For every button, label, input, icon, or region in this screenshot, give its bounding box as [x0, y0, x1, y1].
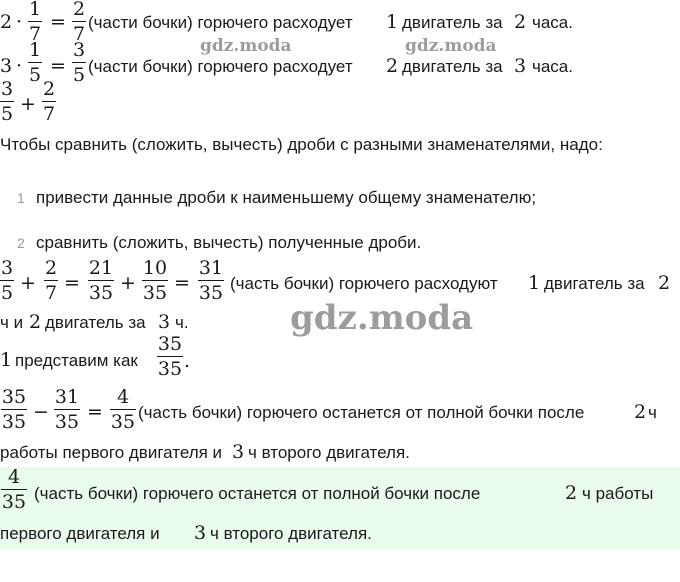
math-number: 2 — [386, 55, 399, 77]
math-number: 3 — [194, 522, 207, 544]
text: (часть бочки) горючего останется от полной бочки после — [138, 403, 585, 422]
text: часа. — [532, 13, 573, 32]
text: ч — [648, 403, 657, 422]
denominator: 35 — [157, 358, 183, 380]
numerator: 21 — [88, 257, 114, 279]
math-number: 2 — [658, 272, 671, 294]
text: ч работы — [582, 484, 654, 503]
answer-box — [0, 467, 680, 550]
fraction — [0, 80, 14, 124]
text: часа. — [532, 57, 573, 76]
math-number: 1 — [0, 349, 13, 371]
fraction — [88, 259, 114, 303]
fraction — [72, 41, 86, 85]
text: двигатель за — [402, 57, 503, 76]
numerator: 3 — [0, 257, 14, 279]
denominator: 35 — [88, 282, 114, 304]
text: (часть бочки) горючего расходуют — [230, 274, 498, 293]
math-operator: + — [20, 272, 36, 294]
text: двигатель за — [402, 13, 503, 32]
text: ч второго двигателя. — [210, 524, 372, 543]
text: двигатель за — [544, 274, 645, 293]
math-operator: . — [184, 350, 191, 372]
numerator: 10 — [142, 257, 168, 279]
math-operator: = — [174, 272, 190, 294]
fraction — [44, 259, 58, 303]
math-number: 3 — [514, 55, 527, 77]
fraction — [142, 259, 168, 303]
math-number: 2 — [634, 401, 647, 423]
denominator: 7 — [44, 282, 58, 304]
math-number: 3 — [158, 311, 171, 333]
denominator: 35 — [198, 282, 224, 304]
text: (части бочки) горючего расходует — [88, 57, 353, 76]
numerator: 31 — [198, 257, 224, 279]
intro-text: Чтобы сравнить (сложить, вычесть) дроби с разными знаменателями, надо: — [0, 135, 603, 154]
math-number: 3 — [0, 55, 13, 77]
fraction — [1, 468, 27, 512]
fraction — [28, 0, 42, 44]
text: (части бочки) горючего расходует — [88, 13, 353, 32]
text: ч второго двигателя. — [248, 443, 410, 462]
math-operator: = — [64, 272, 80, 294]
text: работы первого двигателя и — [0, 443, 223, 462]
text: первого двигателя и — [0, 524, 160, 543]
list-number: 1 — [17, 190, 25, 206]
math-number: 2 — [565, 482, 578, 504]
numerator: 3 — [0, 78, 14, 100]
numerator: 1 — [28, 0, 42, 20]
math-operator: = — [87, 401, 103, 423]
numerator: 4 — [7, 466, 21, 488]
denominator: 5 — [0, 103, 14, 125]
list-item: сравнить (сложить, вычесть) полученные дроби. — [36, 233, 422, 252]
numerator: 35 — [157, 333, 183, 355]
fraction — [72, 0, 86, 44]
math-operator: + — [120, 272, 136, 294]
text: представим как — [15, 351, 138, 370]
fraction — [42, 80, 56, 124]
numerator: 1 — [28, 39, 42, 61]
math-number: 2 — [0, 11, 13, 33]
numerator: 35 — [1, 386, 27, 408]
list-number: 2 — [17, 235, 25, 251]
denominator: 5 — [0, 282, 14, 304]
fraction — [110, 388, 136, 432]
denominator: 35 — [110, 411, 136, 433]
math-operator: − — [33, 401, 49, 423]
numerator: 2 — [42, 78, 56, 100]
fraction — [157, 335, 183, 379]
denominator: 35 — [1, 491, 27, 513]
text: ч. — [175, 313, 189, 332]
denominator: 7 — [28, 23, 42, 45]
math-operator: = — [50, 55, 66, 77]
math-number: 2 — [29, 311, 42, 333]
numerator: 2 — [44, 257, 58, 279]
denominator: 35 — [1, 411, 27, 433]
fraction — [0, 259, 14, 303]
math-operator: · — [16, 55, 23, 77]
math-number: 1 — [386, 11, 399, 33]
numerator: 3 — [72, 39, 86, 61]
math-operator: + — [20, 93, 36, 115]
math-operator: · — [16, 11, 23, 33]
fraction — [28, 41, 42, 85]
math-number: 1 — [528, 272, 541, 294]
denominator: 5 — [72, 64, 86, 86]
numerator: 2 — [72, 0, 86, 20]
math-number: 3 — [232, 441, 245, 463]
fraction — [54, 388, 80, 432]
math-number: 2 — [514, 11, 527, 33]
math-operator: = — [50, 11, 66, 33]
fraction — [1, 388, 27, 432]
watermark: gdz.moda — [200, 36, 292, 56]
list-item: привести данные дроби к наименьшему общему знаменателю; — [36, 188, 537, 207]
text: ч и — [0, 313, 24, 332]
denominator: 35 — [54, 411, 80, 433]
denominator: 5 — [28, 64, 42, 86]
text: двигатель за — [45, 313, 146, 332]
denominator: 7 — [72, 23, 86, 45]
numerator: 31 — [54, 386, 80, 408]
text: (часть бочки) горючего останется от полной бочки после — [34, 484, 481, 503]
denominator: 7 — [42, 103, 56, 125]
watermark: gdz.moda — [405, 36, 497, 56]
numerator: 4 — [116, 386, 130, 408]
fraction — [198, 259, 224, 303]
watermark: gdz.moda — [290, 298, 474, 338]
denominator: 35 — [142, 282, 168, 304]
